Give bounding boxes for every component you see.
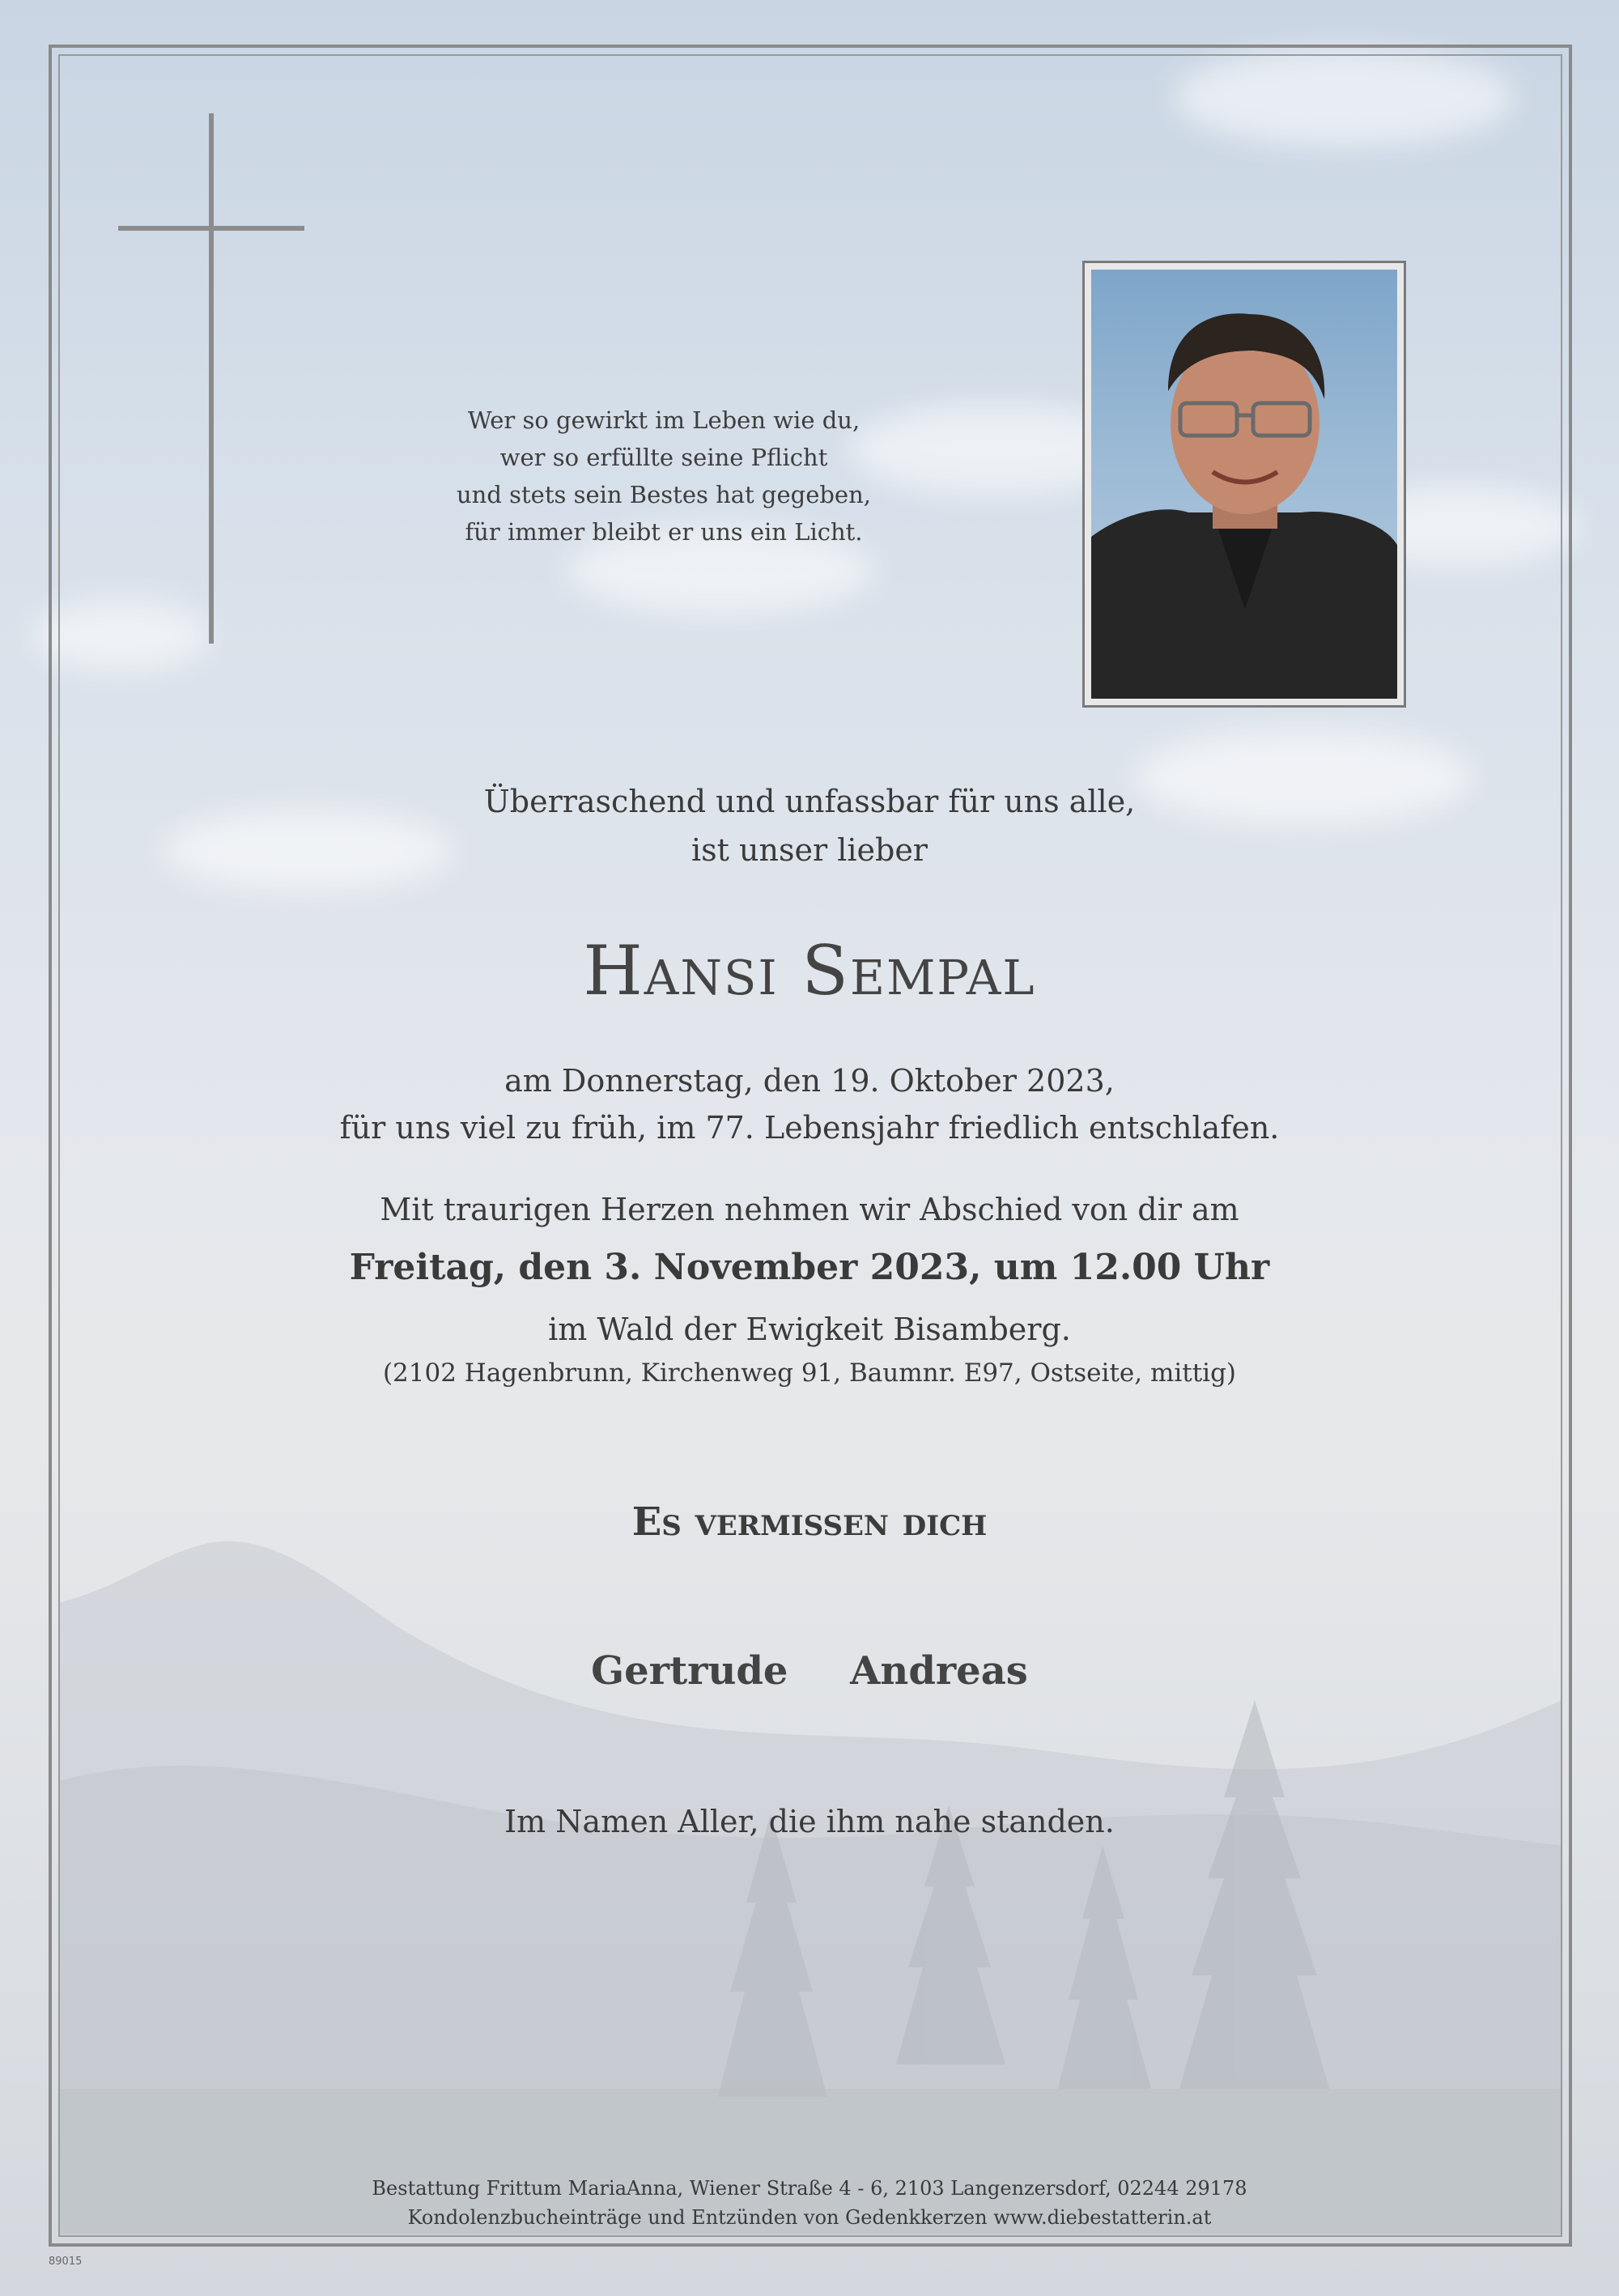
ceremony-intro: Mit traurigen Herzen nehmen wir Abschied von dir am	[380, 1192, 1239, 1227]
footer-line: Bestattung Frittum MariaAnna, Wiener Straße 4 - 6, 2103 Langenzersdorf, 02244 29178	[372, 2177, 1247, 2200]
portrait-illustration	[1091, 270, 1397, 699]
death-line: für uns viel zu früh, im 77. Lebensjahr friedlich entschlafen.	[339, 1110, 1280, 1146]
print-code: 89015	[49, 2256, 83, 2268]
ceremony-date: Freitag, den 3. November 2023, um 12.00 Uhr	[349, 1247, 1270, 1288]
mourner-names	[0, 1648, 1619, 1694]
portrait-photo	[1091, 270, 1397, 699]
death-notice	[0, 1057, 1619, 1151]
intro-line: ist unser lieber	[691, 832, 928, 868]
ceremony-address: (2102 Hagenbrunn, Kirchenweg 91, Baumnr. E97, Ostseite, mittig)	[382, 1358, 1237, 1388]
closing-line: Im Namen Aller, die ihm nahe standen.	[504, 1804, 1115, 1839]
footer-line: Kondolenzbucheinträge und Entzünden von Gedenkkerzen www.diebestatterin.at	[407, 2206, 1212, 2229]
mourner-name: Gertrude	[591, 1648, 788, 1694]
footer	[0, 2174, 1619, 2232]
deceased-name: Hansi Sempal	[583, 931, 1036, 1010]
memorial-poem	[421, 402, 907, 551]
poem-line: wer so erfüllte seine Pflicht	[499, 444, 828, 471]
poem-line: Wer so gewirkt im Leben wie du,	[467, 406, 860, 434]
death-line: am Donnerstag, den 19. Oktober 2023,	[504, 1063, 1115, 1099]
intro-line: Überraschend und unfassbar für uns alle,	[483, 784, 1136, 819]
ceremony-location: im Wald der Ewigkeit Bisamberg.	[548, 1312, 1071, 1347]
poem-line: und stets sein Bestes hat gegeben,	[457, 481, 871, 508]
portrait-photo-frame	[1082, 261, 1406, 708]
poem-line: für immer bleibt er uns ein Licht.	[465, 518, 863, 546]
mourner-name: Andreas	[850, 1648, 1028, 1694]
mourners-heading: Es vermissen dich	[631, 1499, 988, 1545]
intro-text	[0, 777, 1619, 874]
